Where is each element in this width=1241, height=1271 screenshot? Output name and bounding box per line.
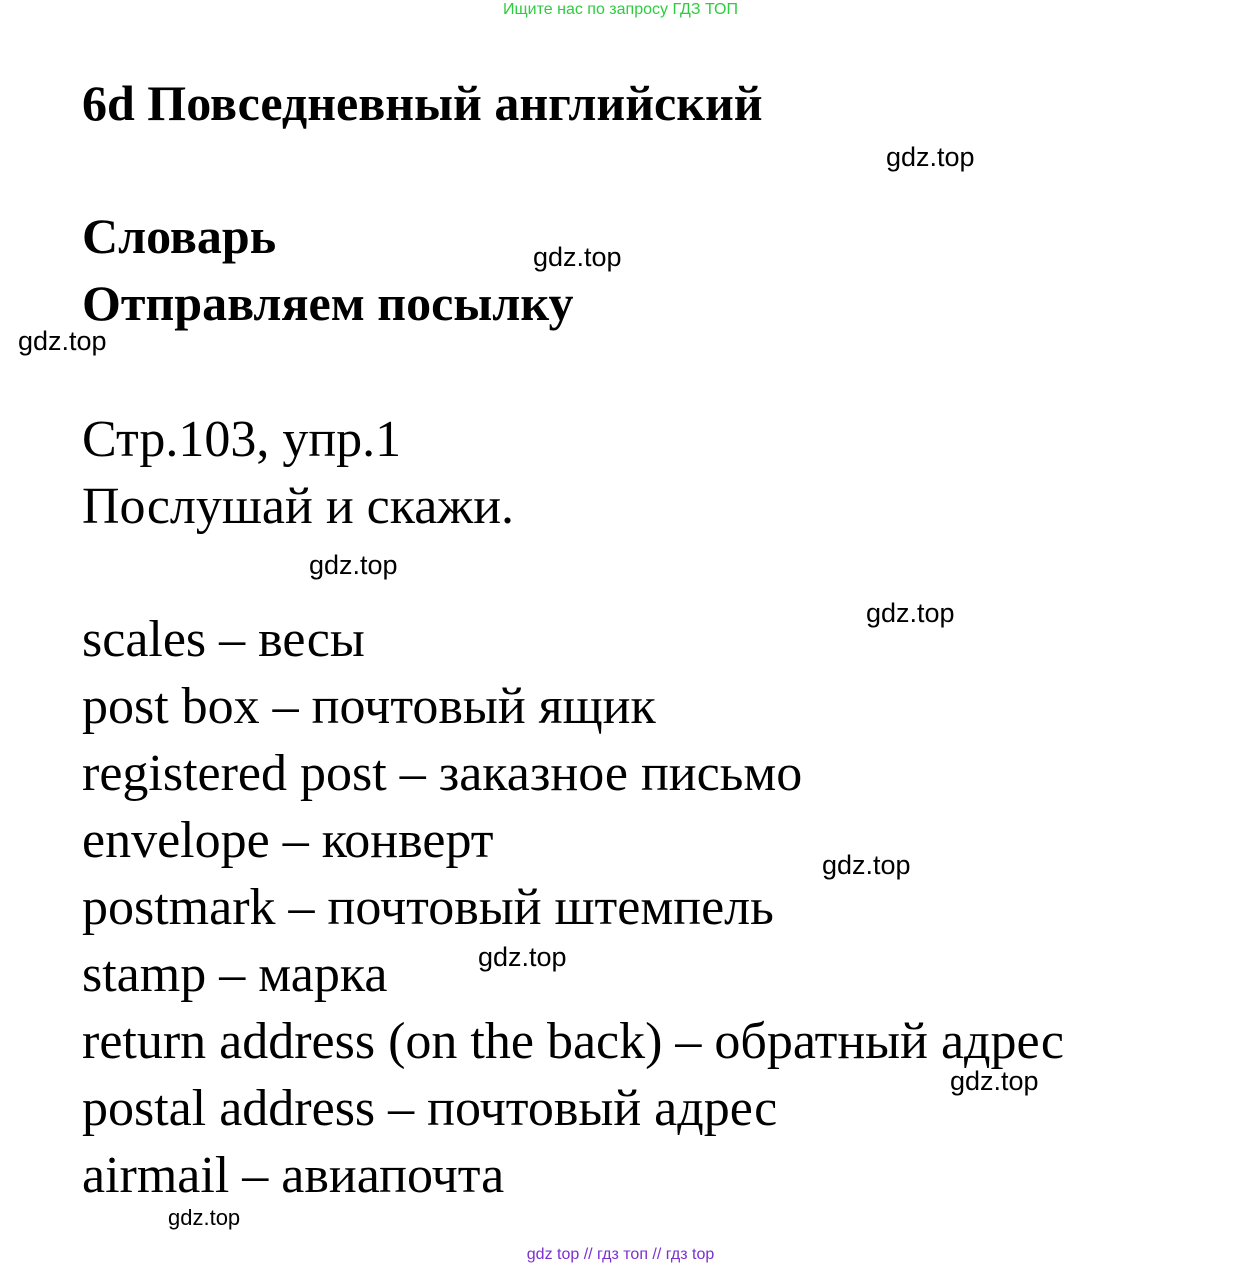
bottom-banner: gdz top // гдз топ // гдз top [526, 1246, 715, 1263]
vocabulary-item: registered post – заказное письмо [82, 745, 803, 802]
instruction: Послушай и скажи. [82, 478, 515, 535]
watermark: gdz.top [168, 1205, 241, 1230]
vocabulary-item: return address (on the back) – обратный адрес [82, 1013, 1064, 1070]
top-banner: Ищите нас по запросу ГДЗ ТОП [503, 1, 738, 18]
vocabulary-item: post box – почтовый ящик [82, 678, 656, 735]
watermark: gdz.top [18, 326, 107, 356]
watermark: gdz.top [886, 142, 975, 172]
vocabulary-item: scales – весы [82, 611, 365, 668]
vocabulary-item: postmark – почтовый штемпель [82, 879, 774, 936]
watermark: gdz.top [309, 550, 398, 580]
vocabulary-item: airmail – авиапочта [82, 1147, 505, 1204]
exercise-reference: Стр.103, упр.1 [82, 411, 402, 468]
vocabulary-item: envelope – конверт [82, 812, 494, 869]
watermark: gdz.top [822, 850, 911, 880]
topic-title: Отправляем посылку [82, 275, 574, 331]
watermark: gdz.top [866, 598, 955, 628]
lesson-title: 6d Повседневный английский [82, 75, 763, 131]
watermark: gdz.top [950, 1066, 1039, 1096]
vocabulary-item: stamp – марка [82, 946, 388, 1003]
vocabulary-item: postal address – почтовый адрес [82, 1080, 778, 1137]
watermark: gdz.top [533, 242, 622, 272]
section-title: Словарь [82, 208, 277, 264]
watermark: gdz.top [478, 942, 567, 972]
